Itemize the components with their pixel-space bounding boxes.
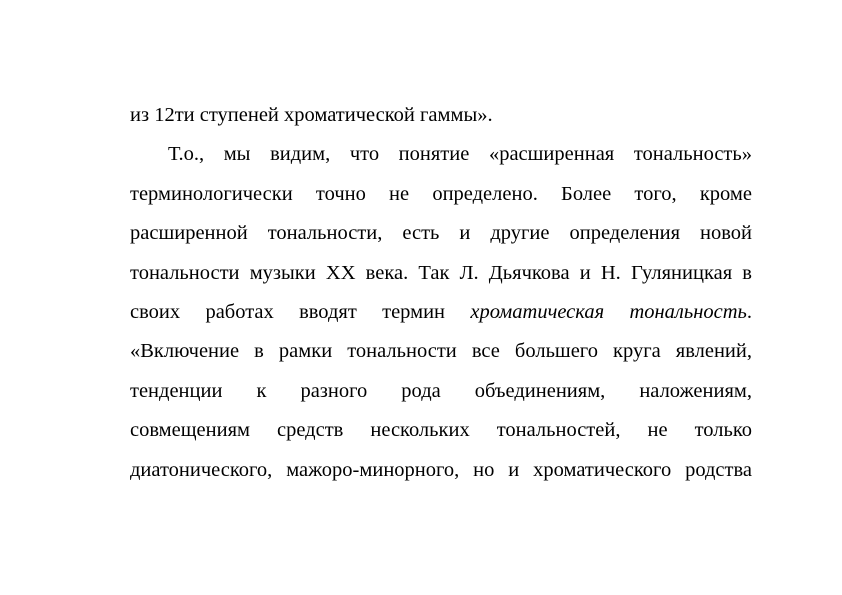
text-line: совмещениям средств нескольких тональностей, не только bbox=[130, 419, 752, 442]
text-segment: . bbox=[746, 300, 752, 323]
text-line: расширенной тональности, есть и другие определения новой bbox=[130, 222, 752, 245]
text-line: из 12ти ступеней хроматической гаммы». bbox=[130, 104, 493, 126]
text-line: тональности музыки XX века. Так Л. Дьячкова и Н. Гуляницкая в bbox=[130, 261, 752, 284]
text-line: тенденции к разного рода объединениям, наложениям, bbox=[130, 379, 752, 402]
body-text bbox=[130, 96, 752, 490]
italic-term: хроматическая тональность bbox=[470, 300, 747, 323]
text-line: «Включение в рамки тональности все большего круга явлений, bbox=[130, 340, 752, 363]
text-line: диатонического, мажоро-минорного, но и хроматического родства bbox=[130, 458, 752, 481]
text-line: терминологически точно не определено. Более того, кроме bbox=[130, 182, 752, 205]
text-line-with-term bbox=[130, 293, 752, 332]
paragraph-first-line: Т.о., мы видим, что понятие «расширенная тональность» bbox=[168, 143, 752, 166]
text-segment: своих работах вводят термин bbox=[130, 300, 471, 323]
